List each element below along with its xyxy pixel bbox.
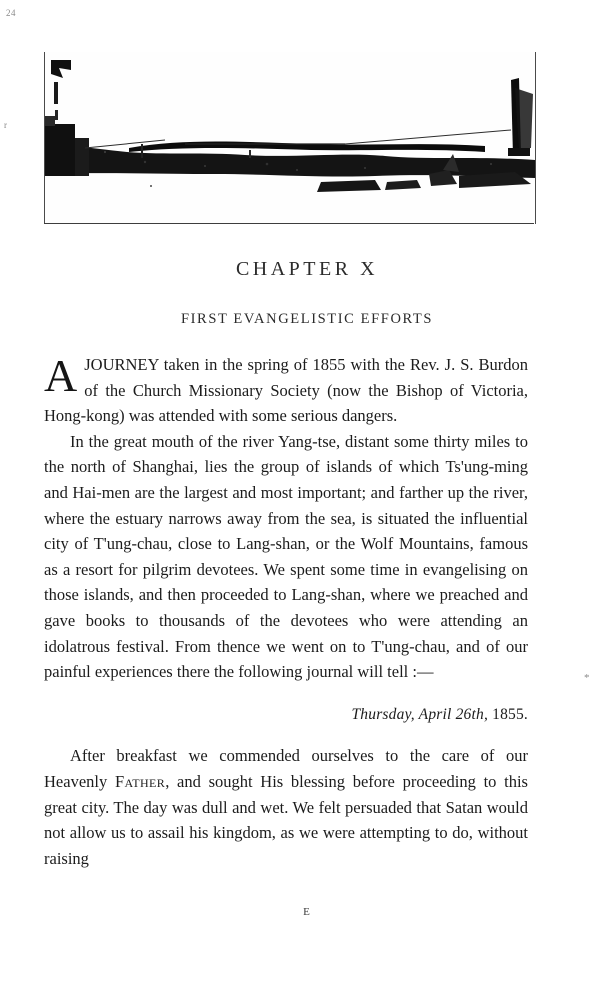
chinese-river-junk-engraving bbox=[45, 52, 535, 224]
chapter-heading: CHAPTER X bbox=[235, 258, 379, 280]
scan-edge-mark-right: * bbox=[584, 672, 590, 684]
journal-date-line bbox=[44, 702, 528, 728]
paragraph-yangtse: In the great mouth of the river Yang-tse, distant some thirty miles to the north of Shanghai, lies the group of islands of which Ts'ung-ming and Hai-men are the largest and most important; and farther up the river, where the estuary narrows away from the sea, is situated the influential city of T'ung-chau, close to Lang-shan, or the Wolf Mountains, famous as a resort for pilgrim devotees. We spent some time in evangelising on those islands, and then proceeded to Lang-shan, where we preached and gave books to thousands of the devotees who were attending an idolatrous festival. From thence we went on to T'ung-chau, and of our painful experiences there the following journal will tell :— bbox=[44, 431, 528, 682]
section-heading: FIRST EVANGELISTIC EFFORTS bbox=[180, 311, 434, 327]
paragraph-opening-text: JOURNEY taken in the spring of 1855 with the Rev. J. S. Burdon of the Church Missionary Society (now the Bishop of Victoria, Hong-kong) was attended with some serious dangers. bbox=[44, 355, 528, 426]
paragraph-journal-entry bbox=[44, 743, 528, 871]
journal-entry-part-1: After breakfast we commended ourselves to the care of our Heavenly bbox=[44, 746, 528, 791]
drop-cap-letter: A bbox=[44, 350, 78, 401]
chapter-illustration bbox=[44, 52, 536, 224]
journal-date-text: Thursday, April 26th, bbox=[351, 705, 489, 723]
page-body-text bbox=[44, 352, 528, 871]
paragraph-opening bbox=[44, 352, 528, 429]
page-signature-mark: E bbox=[303, 906, 311, 918]
scan-edge-mark-left: r bbox=[4, 120, 8, 130]
scan-edge-mark-top-left: 24 bbox=[6, 8, 16, 18]
illustration-baseline-rule bbox=[44, 223, 534, 224]
journal-entry-part-2: , and sought His blessing before proceeding to this great city. The day was dull and wet. We felt persuaded that Satan would not allow us to assail his kingdom, as we were attempting to do, without raising bbox=[44, 771, 528, 868]
journal-date-year: 1855. bbox=[492, 705, 528, 723]
journal-entry-father-smallcaps: Father bbox=[114, 771, 166, 791]
